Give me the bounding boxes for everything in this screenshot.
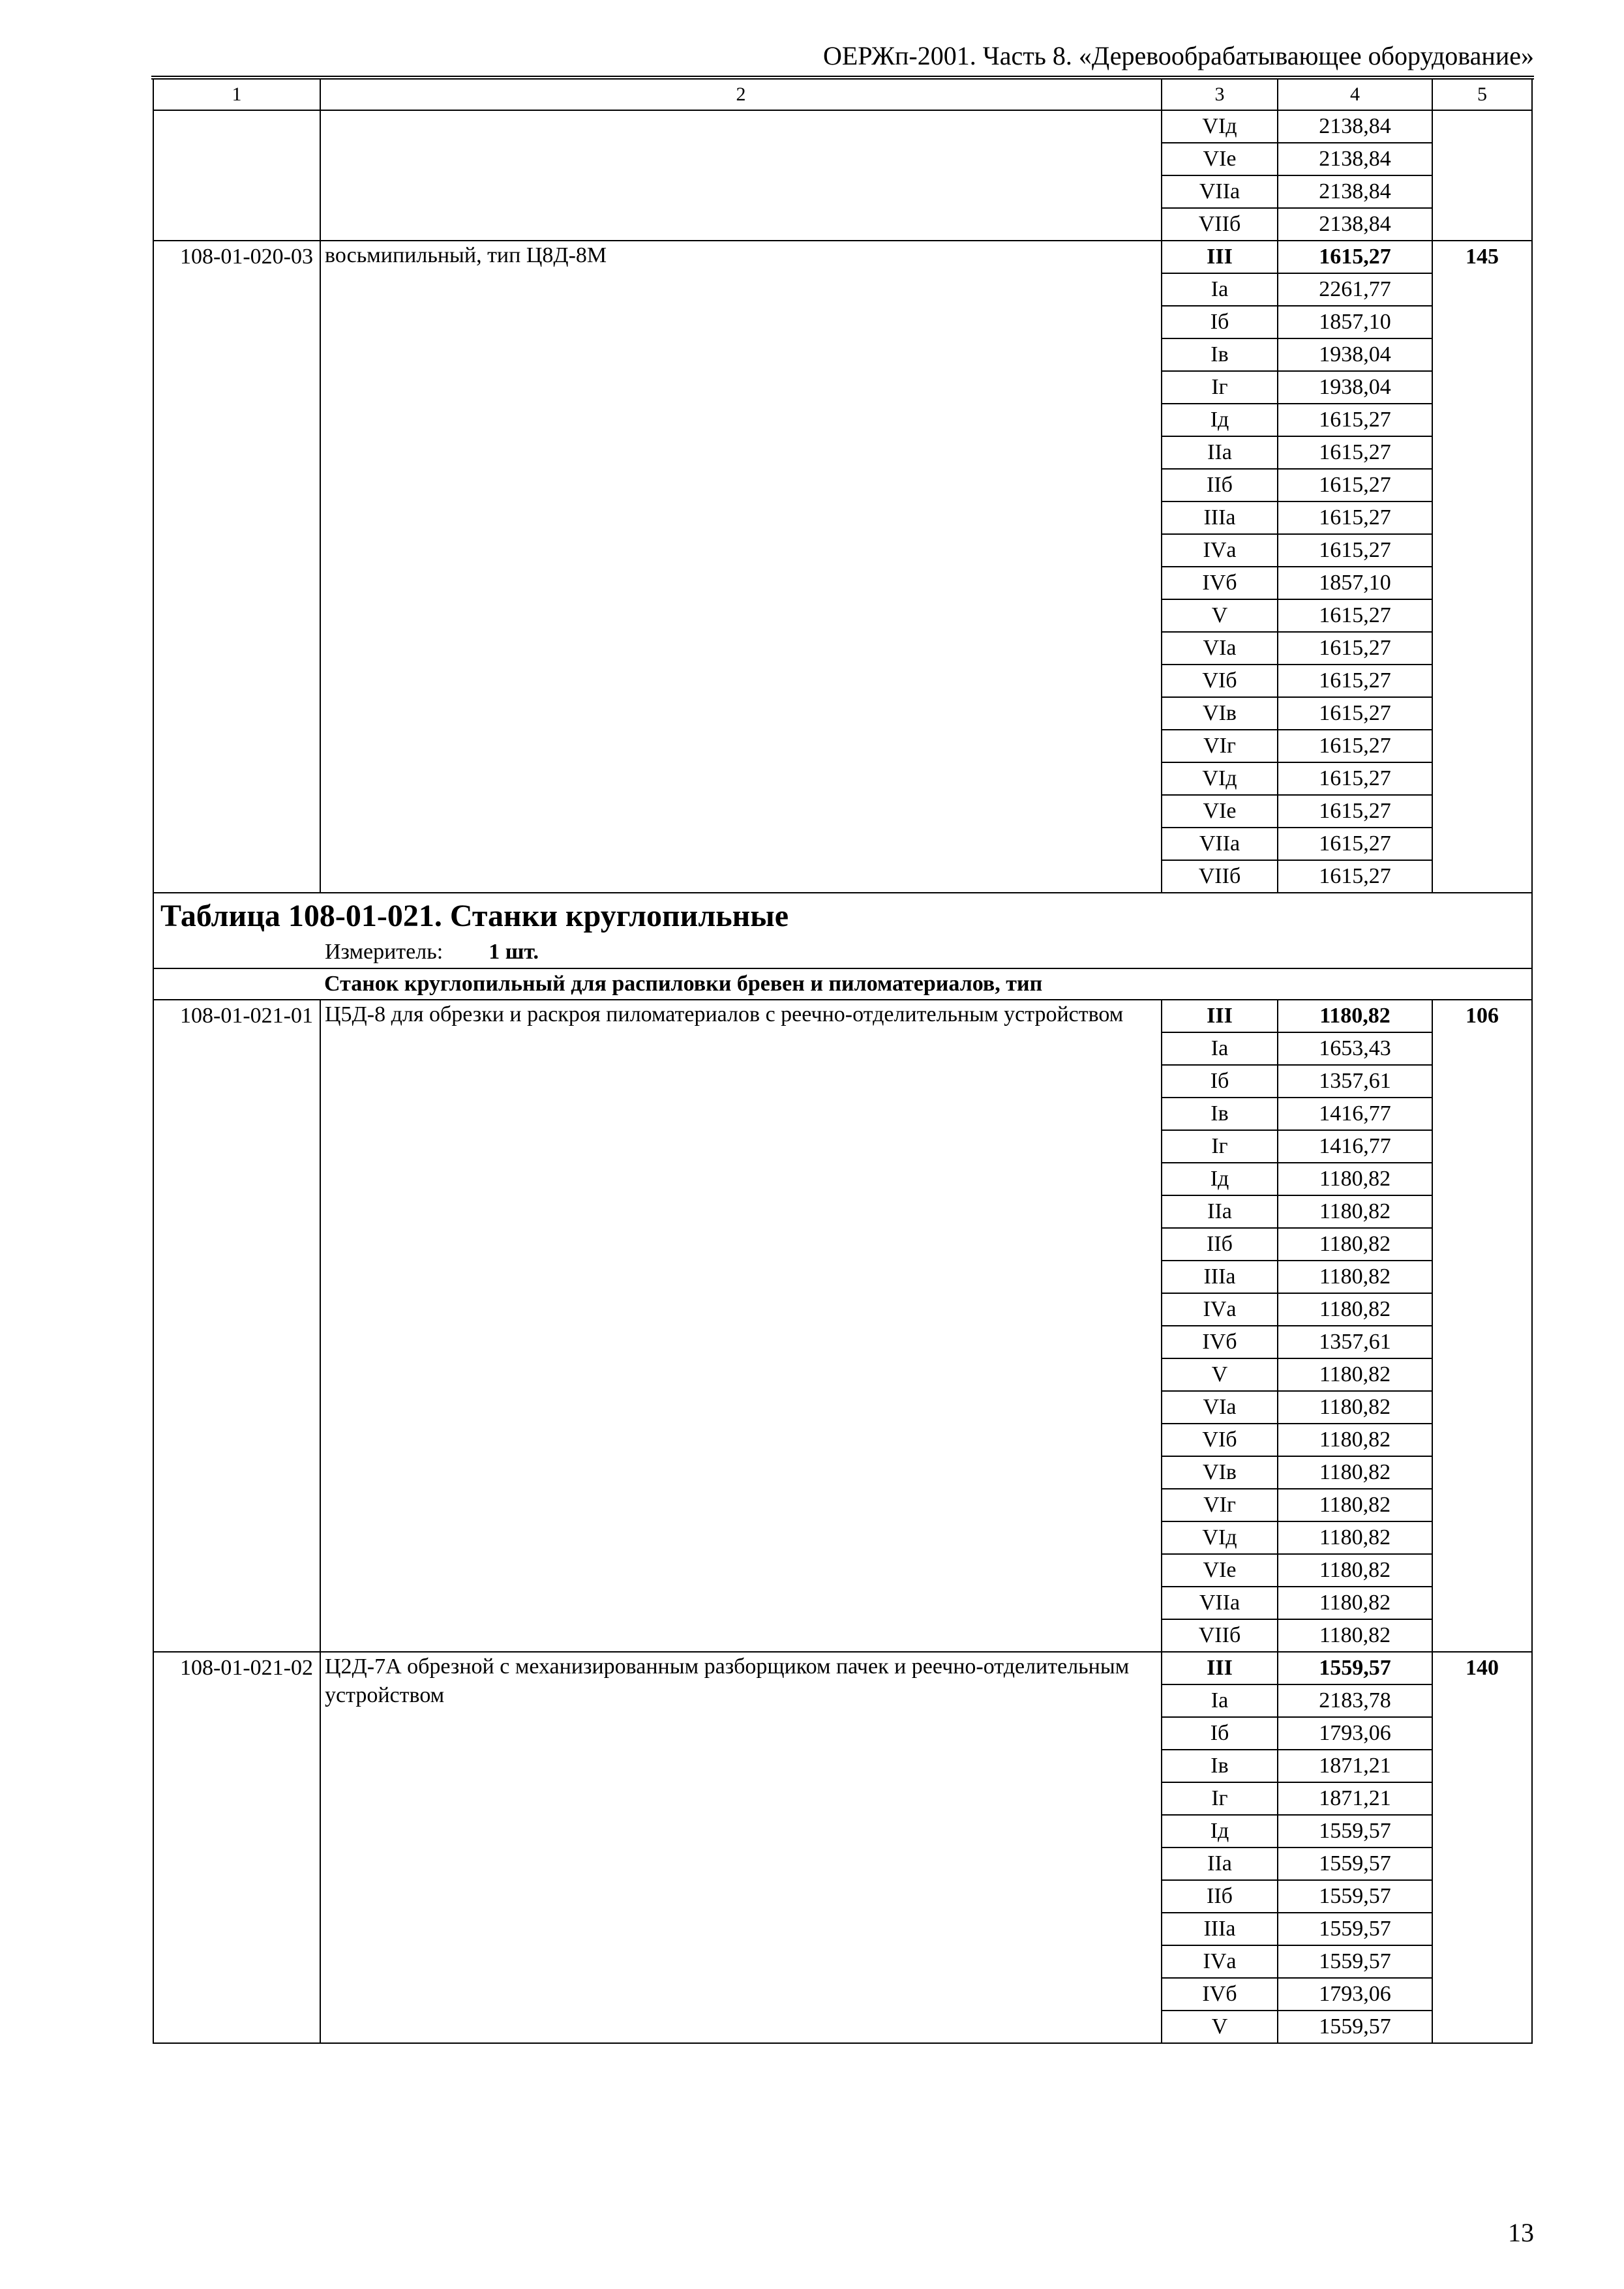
table-title-row xyxy=(153,893,1532,968)
zone-cell: VIе xyxy=(1162,1554,1278,1587)
price-cell: 1615,27 xyxy=(1278,795,1432,828)
price-cell: 1615,27 xyxy=(1278,436,1432,469)
zone-cell: VIг xyxy=(1162,730,1278,762)
price-cell: 1615,27 xyxy=(1278,697,1432,730)
price-cell: 1180,82 xyxy=(1278,1358,1432,1391)
zone-cell: VIIа xyxy=(1162,1587,1278,1619)
zone-cell: VIIа xyxy=(1162,175,1278,208)
price-cell: 1615,27 xyxy=(1278,730,1432,762)
price-cell: 1615,27 xyxy=(1278,665,1432,697)
price-cell: 1559,57 xyxy=(1278,1945,1432,1978)
table-title-cell xyxy=(153,893,1532,968)
zone-cell: III xyxy=(1162,1652,1278,1684)
price-cell: 2261,77 xyxy=(1278,273,1432,306)
zone-cell: VIб xyxy=(1162,1424,1278,1456)
price-cell: 1180,82 xyxy=(1278,1456,1432,1489)
zone-cell: IIIа xyxy=(1162,501,1278,534)
item-code-cell: 108-01-021-01 xyxy=(153,1000,320,1652)
price-cell: 1180,82 xyxy=(1278,1554,1432,1587)
price-cell: 1357,61 xyxy=(1278,1065,1432,1098)
zone-cell: VIв xyxy=(1162,1456,1278,1489)
zone-cell: Iа xyxy=(1162,1032,1278,1065)
zone-cell: IIIа xyxy=(1162,1261,1278,1293)
table-row xyxy=(153,241,1532,273)
column-number: 4 xyxy=(1278,79,1432,110)
zone-cell: Iг xyxy=(1162,1130,1278,1163)
price-cell: 1615,27 xyxy=(1278,762,1432,795)
zone-cell: V xyxy=(1162,2011,1278,2043)
count-cell: 145 xyxy=(1432,241,1532,893)
zone-cell: III xyxy=(1162,1000,1278,1032)
zone-cell: V xyxy=(1162,599,1278,632)
zone-cell: IIIа xyxy=(1162,1913,1278,1945)
price-cell: 1180,82 xyxy=(1278,1489,1432,1521)
zone-cell: Iб xyxy=(1162,306,1278,338)
zone-cell: Iд xyxy=(1162,1815,1278,1848)
zone-cell: III xyxy=(1162,241,1278,273)
column-number: 1 xyxy=(153,79,320,110)
count-cell: 140 xyxy=(1432,1652,1532,2043)
zone-cell: VIе xyxy=(1162,143,1278,175)
zone-cell: Iд xyxy=(1162,404,1278,436)
zone-cell: Iв xyxy=(1162,338,1278,371)
zone-cell: Iв xyxy=(1162,1098,1278,1130)
price-cell: 1857,10 xyxy=(1278,567,1432,599)
price-cell: 1653,43 xyxy=(1278,1032,1432,1065)
price-cell: 1180,82 xyxy=(1278,1391,1432,1424)
measure-label: Измеритель: xyxy=(325,940,444,964)
document-title: ОЕРЖп-2001. Часть 8. «Деревообрабатывающее оборудование» xyxy=(822,41,1534,70)
zone-cell: IVа xyxy=(1162,1945,1278,1978)
price-cell: 1615,27 xyxy=(1278,534,1432,567)
zone-cell: IVб xyxy=(1162,567,1278,599)
zone-cell: Iа xyxy=(1162,273,1278,306)
price-cell: 1559,57 xyxy=(1278,1652,1432,1684)
price-cell: 1793,06 xyxy=(1278,1717,1432,1750)
zone-cell: VIа xyxy=(1162,1391,1278,1424)
count-cell: 106 xyxy=(1432,1000,1532,1652)
price-cell: 1871,21 xyxy=(1278,1750,1432,1782)
price-cell: 1180,82 xyxy=(1278,1619,1432,1652)
page-number: 13 xyxy=(1508,2218,1534,2247)
price-cell: 1938,04 xyxy=(1278,338,1432,371)
page-header xyxy=(151,37,1534,80)
price-cell: 1180,82 xyxy=(1278,1293,1432,1326)
price-cell: 1180,82 xyxy=(1278,1424,1432,1456)
column-number: 2 xyxy=(320,79,1162,110)
count-cell xyxy=(1432,110,1532,241)
zone-cell: IVа xyxy=(1162,1293,1278,1326)
price-cell: 1615,27 xyxy=(1278,501,1432,534)
price-cell: 1615,27 xyxy=(1278,469,1432,501)
price-cell: 1615,27 xyxy=(1278,404,1432,436)
price-cell: 1416,77 xyxy=(1278,1130,1432,1163)
item-name-cell: Ц5Д-8 для обрезки и раскроя пиломатериалов с реечно-отделительным устройством xyxy=(320,1000,1162,1652)
price-cell: 1615,27 xyxy=(1278,241,1432,273)
zone-cell: Iг xyxy=(1162,371,1278,404)
price-cell: 1416,77 xyxy=(1278,1098,1432,1130)
group-label: Станок круглопильный для распиловки бревен и пиломатериалов, тип xyxy=(320,968,1532,1000)
price-cell: 1180,82 xyxy=(1278,1195,1432,1228)
price-cell: 1180,82 xyxy=(1278,1587,1432,1619)
zone-cell: V xyxy=(1162,1358,1278,1391)
price-cell: 2183,78 xyxy=(1278,1684,1432,1717)
item-name-cell: Ц2Д-7А обрезной с механизированным разборщиком пачек и реечно-отделительным устройством xyxy=(320,1652,1162,2043)
price-cell: 2138,84 xyxy=(1278,208,1432,241)
table-row xyxy=(153,1652,1532,1684)
zone-cell: IIб xyxy=(1162,1228,1278,1261)
column-number-row xyxy=(153,79,1532,110)
zone-cell: Iв xyxy=(1162,1750,1278,1782)
group-blank-cell xyxy=(153,968,320,1000)
zone-cell: VIд xyxy=(1162,762,1278,795)
zone-cell: IVб xyxy=(1162,1326,1278,1358)
price-cell: 2138,84 xyxy=(1278,175,1432,208)
price-cell: 1793,06 xyxy=(1278,1978,1432,2011)
item-code-cell xyxy=(153,110,320,241)
item-code-cell: 108-01-020-03 xyxy=(153,241,320,893)
measure-value: 1 шт. xyxy=(489,940,539,964)
price-cell: 1180,82 xyxy=(1278,1000,1432,1032)
table-row xyxy=(153,1000,1532,1032)
price-cell: 1615,27 xyxy=(1278,599,1432,632)
zone-cell: VIIб xyxy=(1162,1619,1278,1652)
price-cell: 1615,27 xyxy=(1278,632,1432,665)
price-cell: 1871,21 xyxy=(1278,1782,1432,1815)
zone-cell: IIб xyxy=(1162,469,1278,501)
zone-cell: IIа xyxy=(1162,436,1278,469)
zone-cell: IVа xyxy=(1162,534,1278,567)
zone-cell: VIв xyxy=(1162,697,1278,730)
price-cell: 1357,61 xyxy=(1278,1326,1432,1358)
zone-cell: VIб xyxy=(1162,665,1278,697)
measure-line xyxy=(160,936,1531,968)
price-cell: 2138,84 xyxy=(1278,110,1432,143)
zone-cell: Iб xyxy=(1162,1065,1278,1098)
item-name-cell xyxy=(320,110,1162,241)
price-cell: 1559,57 xyxy=(1278,1815,1432,1848)
zone-cell: Iб xyxy=(1162,1717,1278,1750)
zone-cell: VIIб xyxy=(1162,860,1278,893)
zone-cell: VIг xyxy=(1162,1489,1278,1521)
zone-cell: VIа xyxy=(1162,632,1278,665)
price-cell: 1559,57 xyxy=(1278,1848,1432,1880)
column-number: 3 xyxy=(1162,79,1278,110)
price-cell: 1180,82 xyxy=(1278,1521,1432,1554)
price-cell: 2138,84 xyxy=(1278,143,1432,175)
zone-cell: VIд xyxy=(1162,1521,1278,1554)
price-cell: 1180,82 xyxy=(1278,1261,1432,1293)
zone-cell: IVб xyxy=(1162,1978,1278,2011)
price-cell: 1559,57 xyxy=(1278,1913,1432,1945)
price-cell: 1857,10 xyxy=(1278,306,1432,338)
zone-cell: IIа xyxy=(1162,1195,1278,1228)
zone-cell: VIIа xyxy=(1162,828,1278,860)
price-table xyxy=(153,78,1533,2044)
table-title: Таблица 108-01-021. Станки круглопильные xyxy=(160,899,789,933)
zone-cell: Iд xyxy=(1162,1163,1278,1195)
zone-cell: Iа xyxy=(1162,1684,1278,1717)
zone-cell: IIб xyxy=(1162,1880,1278,1913)
column-number: 5 xyxy=(1432,79,1532,110)
item-code-cell: 108-01-021-02 xyxy=(153,1652,320,2043)
price-cell: 1180,82 xyxy=(1278,1228,1432,1261)
price-cell: 1615,27 xyxy=(1278,828,1432,860)
zone-cell: VIIб xyxy=(1162,208,1278,241)
price-table-body xyxy=(153,79,1532,2043)
group-row xyxy=(153,968,1532,1000)
price-cell: 1559,57 xyxy=(1278,2011,1432,2043)
price-cell: 1180,82 xyxy=(1278,1163,1432,1195)
zone-cell: IIа xyxy=(1162,1848,1278,1880)
price-cell: 1559,57 xyxy=(1278,1880,1432,1913)
price-cell: 1615,27 xyxy=(1278,860,1432,893)
table-row xyxy=(153,110,1532,143)
item-name-cell: восьмипильный, тип Ц8Д-8М xyxy=(320,241,1162,893)
zone-cell: VIе xyxy=(1162,795,1278,828)
zone-cell: Iг xyxy=(1162,1782,1278,1815)
zone-cell: VIд xyxy=(1162,110,1278,143)
price-cell: 1938,04 xyxy=(1278,371,1432,404)
